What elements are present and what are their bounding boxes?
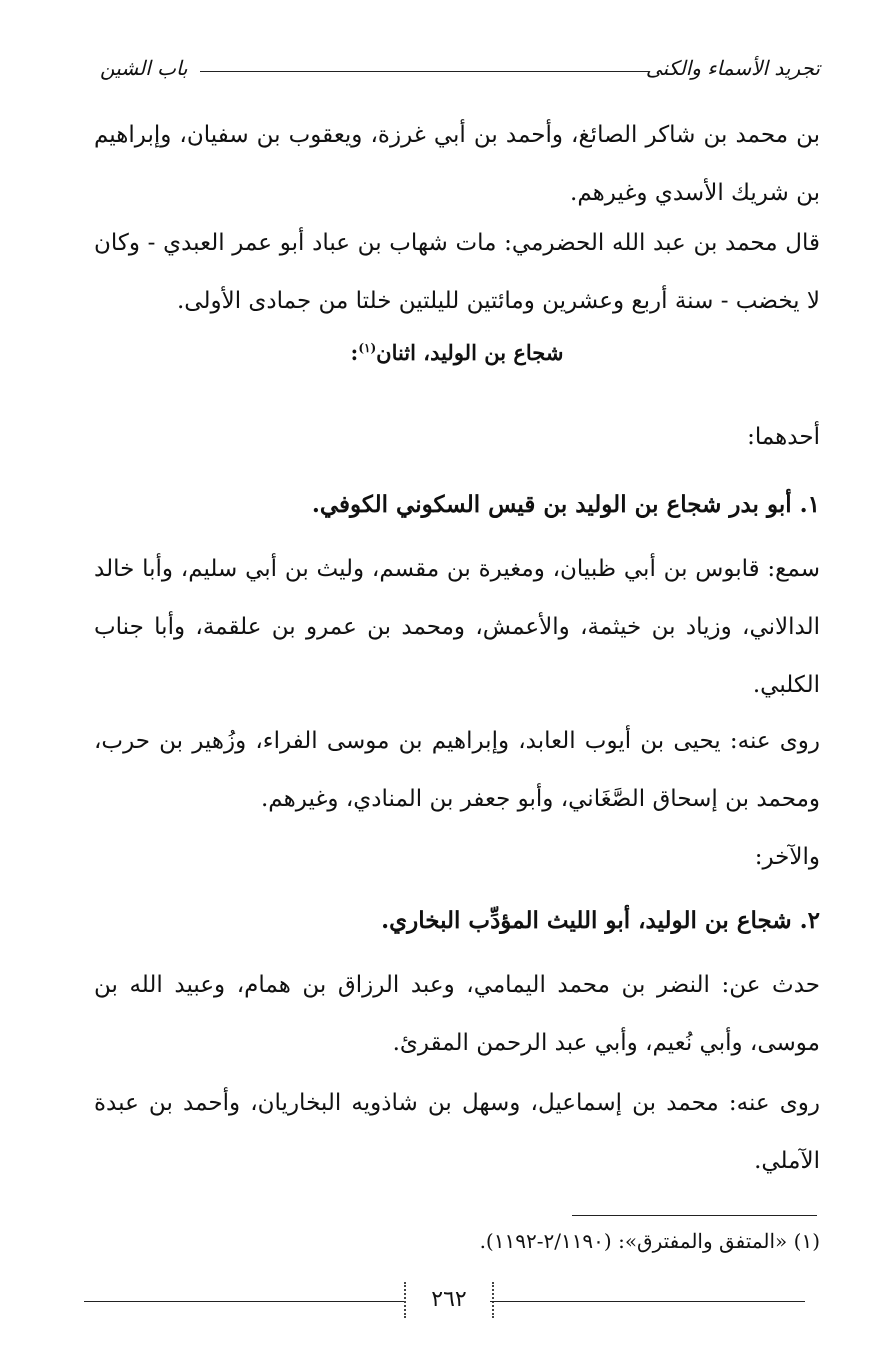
first-label: أحدهما: xyxy=(747,424,820,450)
paragraph-continuation: بن محمد بن شاكر الصائغ، وأحمد بن أبي غرزة، ويعقوب بن سفيان، وإبراهيم بن شريك الأسدي وغيرهم. xyxy=(94,122,820,206)
paragraph-death-note: قال محمد بن عبد الله الحضرمي: مات شهاب بن عباد أبو عمر العبدي - وكان لا يخضب - سنة أربع وعشرين ومائتين لليلتين خلتا من جمادى الأولى. xyxy=(94,230,820,314)
entry-2-narrated-from: حدث عن: النضر بن محمد اليمامي، وعبد الرزاق بن همام، وعبيد الله بن موسى، وأبي نُعيم، وأبي عبد الرحمن المقرئ. xyxy=(94,972,820,1056)
footer-rule-right xyxy=(490,1301,805,1302)
footnote-marker: (١) xyxy=(358,341,377,355)
heading-colon: : xyxy=(350,340,359,365)
footer-rule-left xyxy=(84,1301,404,1302)
other-label: والآخر: xyxy=(754,844,820,870)
entry-2-narrated: روى عنه: محمد بن إسماعيل، وسهل بن شاذويه البخاريان، وأحمد بن عبدة الآملي. xyxy=(94,1090,820,1174)
book-title: تجريد الأسماء والكنى xyxy=(645,56,820,80)
running-header xyxy=(100,56,820,86)
entry-1-narrated: روى عنه: يحيى بن أيوب العابد، وإبراهيم بن موسى الفراء، وزُهير بن حرب، ومحمد بن إسحاق الصَّغَاني، وأبو جعفر بن المنادي، وغيرهم. xyxy=(94,728,820,812)
entry-group-heading xyxy=(94,340,820,365)
page-number: ٢٦٢ xyxy=(404,1282,494,1318)
entry-1-title: ١. أبو بدر شجاع بن الوليد بن قيس السكوني الكوفي. xyxy=(311,491,820,518)
entry-2-title: ٢. شجاع بن الوليد، أبو الليث المؤدِّب البخاري. xyxy=(381,907,820,934)
section-title: باب الشين xyxy=(100,56,188,80)
header-rule xyxy=(200,71,650,72)
footnote-separator xyxy=(572,1215,817,1216)
entry-1-heard: سمع: قابوس بن أبي ظبيان، ومغيرة بن مقسم، وليث بن أبي سليم، وأبا خالد الدالاني، وزياد بن خيثمة، والأعمش، ومحمد بن عمرو بن علقمة، وأبا جناب الكلبي. xyxy=(94,556,820,698)
heading-text: شجاع بن الوليد، اثنان xyxy=(376,340,564,365)
footnote: (١) «المتفق والمفترق»: (٢/١١٩٠-١١٩٢). xyxy=(479,1229,820,1253)
